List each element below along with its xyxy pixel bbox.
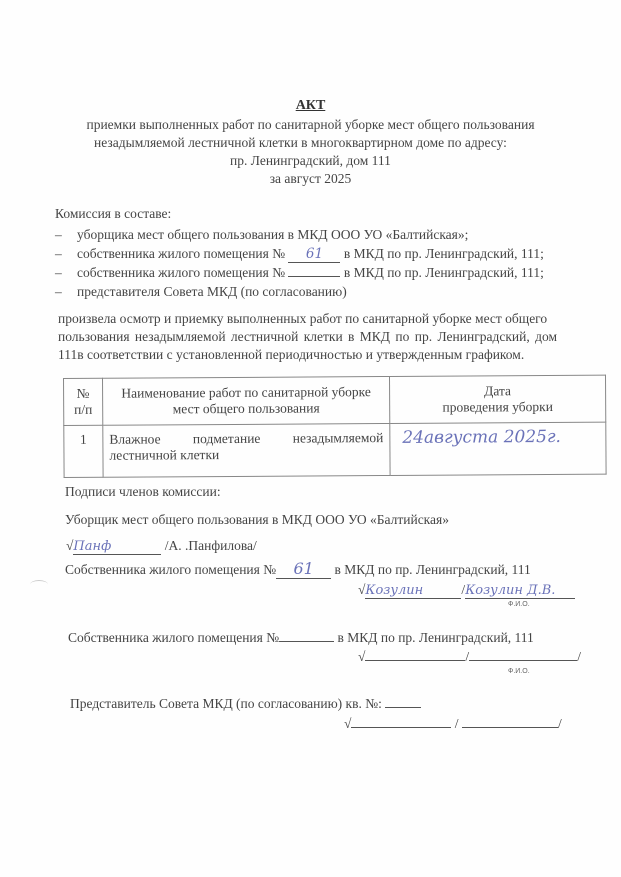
council-fio-field[interactable] [462, 727, 558, 728]
handwritten-date: 24августа 2025г. [402, 426, 561, 448]
table-row [64, 422, 606, 477]
header-number-line-1: № [76, 385, 90, 401]
commission-member-council [55, 284, 347, 300]
owner1-signature-field[interactable] [365, 582, 461, 599]
council-label: Представитель Совета МКД (по согласованию) кв. №: [70, 696, 382, 711]
statement-line-3: 111в соответствии с установленной периодичностью и утвержденным графиком. [58, 347, 525, 362]
handwritten-owner1-fio: Козулин Д.В. [465, 583, 556, 598]
council-signature-row: √ / / [344, 716, 562, 731]
member-text: представителя Совета МКД (по согласованию) [77, 284, 347, 299]
row-work-name: Влажное подметание незадымляемой лестничной клетки [103, 424, 390, 478]
statement-line-2: пользования незадымляемой лестничной клетки в МКД по пр. Ленинградский, дом [58, 329, 557, 344]
council-apartment-field[interactable] [385, 707, 421, 708]
subtitle-line-1: приемки выполненных работ по санитарной уборке мест общего пользования [86, 117, 535, 132]
handwritten-cleaner-signature: Панф [73, 539, 112, 554]
document-title: АКТ [295, 98, 326, 113]
council-signature-field[interactable] [351, 727, 451, 728]
owner1-suffix: в МКД по пр. Ленинградский, 111 [334, 562, 531, 577]
handwritten-owner1-signature: Козулин [365, 583, 424, 598]
cleaner-signature-field[interactable] [73, 538, 161, 555]
member-prefix: собственника жилого помещения № [77, 265, 286, 280]
statement-line-1: произвела осмотр и приемку выполненных работ по санитарной уборке мест общего [58, 311, 548, 326]
owner1-line [65, 559, 531, 579]
list-dash: – [55, 284, 62, 299]
list-dash: – [55, 265, 62, 280]
owner1-signature-row: √Козулин /Козулин Д.В. [358, 582, 575, 599]
check-mark-icon: √ [66, 538, 74, 553]
row-number: 1 [64, 425, 103, 477]
commission-member-owner-1 [55, 246, 544, 263]
subtitle-period: за август 2025 [269, 171, 352, 186]
commission-member-cleaner [55, 227, 468, 243]
owner2-fio-field[interactable] [469, 660, 577, 661]
owner1-apartment-field[interactable] [276, 559, 331, 579]
header-number-line-2: п/п [74, 401, 93, 417]
owner1-prefix: Собственника жилого помещения № [65, 562, 277, 577]
owner2-apartment-field[interactable] [279, 641, 334, 642]
commission-member-owner-2 [55, 265, 544, 281]
check-mark-icon: √ [358, 582, 366, 597]
owner2-signature-row: √ / / [358, 649, 581, 664]
subtitle-line-2: незадымляемой лестничной клетки в многоквартирном доме по адресу: [94, 135, 507, 150]
council-line [70, 696, 421, 712]
member-prefix: собственника жилого помещения № [77, 246, 286, 261]
header-date-line-2: проведения уборки [442, 399, 553, 415]
owner2-suffix: в МКД по пр. Ленинградский, 111 [337, 630, 534, 645]
owner2-prefix: Собственника жилого помещения № [68, 630, 280, 645]
apartment-number-field[interactable] [288, 276, 340, 277]
handwritten-apartment-number: 61 [293, 559, 314, 578]
header-work-name-line-1: Наименование работ по санитарной уборке [121, 384, 371, 401]
cleaner-signature-line [66, 538, 257, 555]
row-date-cell[interactable] [390, 422, 606, 475]
member-suffix: в МКД по пр. Ленинградский, 111; [343, 246, 544, 261]
member-suffix: в МКД по пр. Ленинградский, 111; [343, 265, 544, 280]
header-number [64, 378, 103, 425]
commission-heading: Комиссия в составе: [55, 206, 172, 221]
list-dash: – [55, 246, 62, 261]
header-work-name-line-2: мест общего пользования [172, 400, 320, 417]
header-date-line-1: Дата [484, 383, 512, 399]
member-text: уборщика мест общего пользования в МКД ООО УО «Балтийская»; [77, 227, 469, 242]
cleaner-role: Уборщик мест общего пользования в МКД ООО УО «Балтийская» [65, 512, 449, 527]
table-header-row [64, 375, 606, 425]
hole-punch-mark [30, 580, 48, 589]
apartment-number-field[interactable] [288, 246, 340, 263]
handwritten-apartment-number: 61 [305, 246, 324, 262]
check-mark-icon: √ [358, 649, 366, 664]
list-dash: – [55, 227, 62, 242]
owner1-fio-label: Ф.И.О. [508, 601, 530, 608]
signatures-heading: Подписи членов комиссии: [65, 484, 221, 499]
owner2-fio-label: Ф.И.О. [508, 668, 530, 675]
header-date [389, 375, 605, 423]
owner2-line [68, 630, 534, 646]
check-mark-icon: √ [344, 716, 352, 731]
owner2-signature-field[interactable] [365, 660, 465, 661]
cleaner-name: /А. .Панфилова/ [164, 538, 257, 553]
owner1-fio-field[interactable] [465, 582, 575, 599]
works-table [63, 375, 607, 478]
subtitle-address: пр. Ленинградский, дом 111 [230, 153, 391, 168]
header-work-name [103, 377, 390, 426]
